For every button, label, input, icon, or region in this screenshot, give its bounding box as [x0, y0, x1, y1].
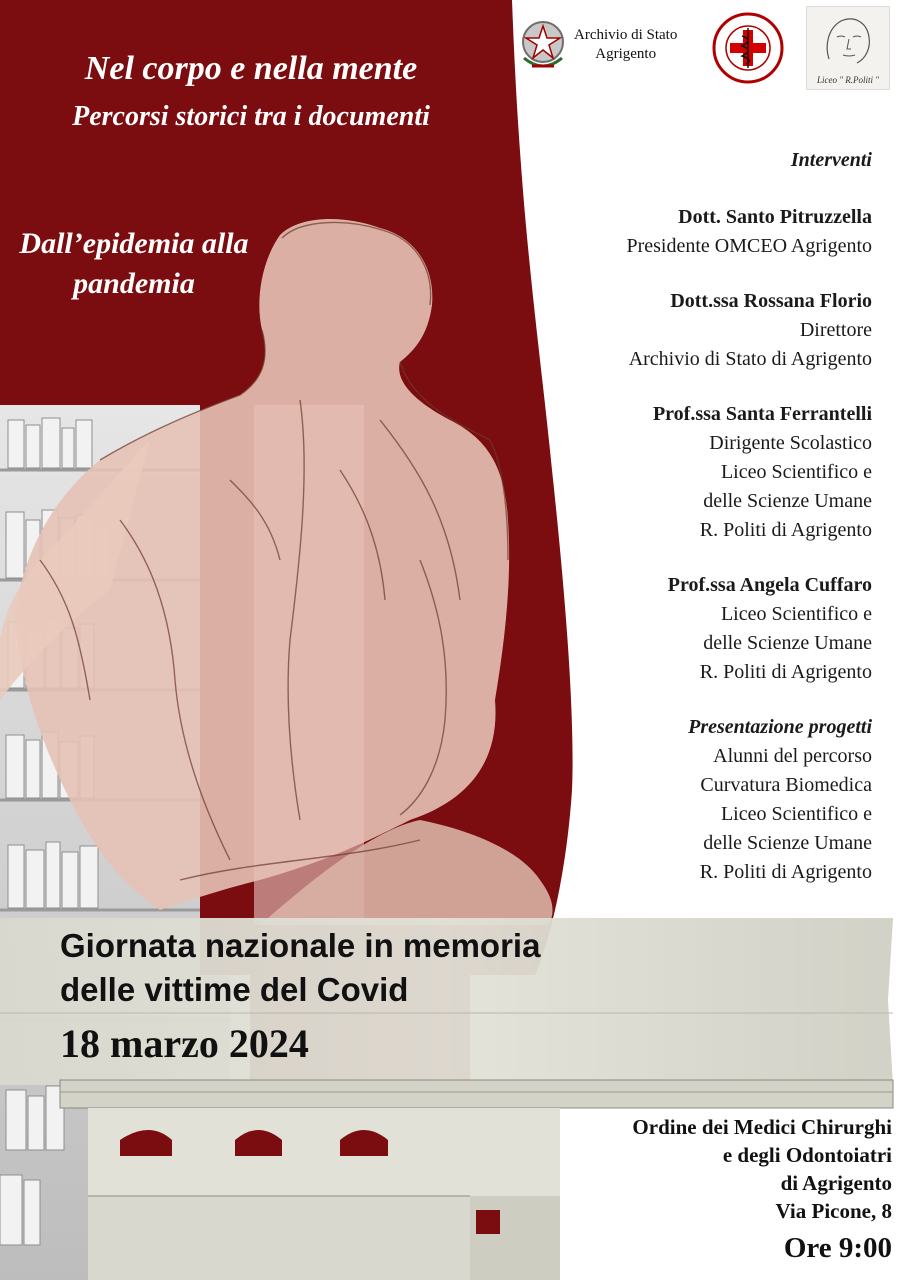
speaker-name: Prof.ssa Angela Cuffaro — [667, 574, 872, 596]
speaker-item — [512, 571, 872, 687]
speaker-role: Archivio di Stato di Agrigento — [628, 348, 872, 370]
poster-tagline: Dall’epidemia alla pandemia — [19, 227, 249, 300]
speaker-role: delle Scienze Umane — [703, 490, 872, 512]
venue-line: e degli Odontoiatri — [722, 1143, 892, 1167]
italian-emblem-icon — [516, 14, 570, 74]
poster-subtitle: Percorsi storici tra i documenti — [72, 101, 430, 132]
speaker-role: R. Politi di Agrigento — [699, 661, 872, 683]
projects-block — [512, 713, 872, 887]
archivio-city: Agrigento — [595, 46, 657, 62]
venue-line: di Agrigento — [780, 1171, 892, 1195]
speaker-item — [512, 287, 872, 374]
speaker-role: Liceo Scientifico e — [720, 461, 872, 483]
venue-address: Via Picone, 8 — [775, 1199, 892, 1223]
projects-line: Curvatura Biomedica — [700, 774, 872, 796]
archivio-name: Archivio di Stato — [574, 27, 678, 43]
event-title — [60, 924, 540, 1012]
speaker-name: Dott. Santo Pitruzzella — [678, 206, 872, 228]
speaker-name: Prof.ssa Santa Ferrantelli — [652, 403, 872, 425]
speaker-name: Dott.ssa Rossana Florio — [670, 290, 872, 312]
speaker-item — [512, 400, 872, 545]
venue-info — [532, 1113, 892, 1267]
projects-heading: Presentazione progetti — [688, 716, 872, 738]
liceo-politi-caption: Liceo " R.Politi " — [816, 75, 880, 85]
projects-line: R. Politi di Agrigento — [699, 861, 872, 883]
projects-line: delle Scienze Umane — [703, 832, 872, 854]
speaker-role: R. Politi di Agrigento — [699, 519, 872, 541]
portrait-sketch-icon — [807, 7, 889, 71]
archivio-logo — [516, 14, 696, 74]
poster-title: Nel corpo e nella mente — [84, 50, 418, 87]
liceo-politi-logo — [806, 6, 890, 90]
speaker-role: Direttore — [799, 319, 872, 341]
logo-row — [512, 0, 900, 96]
event-date: 18 marzo 2024 — [60, 1021, 309, 1066]
projects-line: Alunni del percorso — [713, 745, 872, 767]
event-title-line: Giornata nazionale in memoria — [60, 927, 541, 964]
speaker-item — [512, 203, 872, 261]
event-title-line: delle vittime del Covid — [60, 971, 409, 1008]
speaker-role: delle Scienze Umane — [703, 632, 872, 654]
speakers-heading: Interventi — [790, 149, 872, 171]
speaker-role: Dirigente Scolastico — [709, 432, 872, 454]
venue-line: Ordine dei Medici Chirurghi — [632, 1115, 892, 1139]
projects-line: Liceo Scientifico e — [720, 803, 872, 825]
event-time: Ore 9:00 — [783, 1232, 892, 1264]
speaker-role: Liceo Scientifico e — [720, 603, 872, 625]
speakers-list — [512, 146, 872, 913]
speaker-role: Presidente OMCEO Agrigento — [626, 235, 872, 257]
speakers-heading-block — [512, 146, 872, 175]
omceo-seal-icon — [712, 12, 784, 84]
